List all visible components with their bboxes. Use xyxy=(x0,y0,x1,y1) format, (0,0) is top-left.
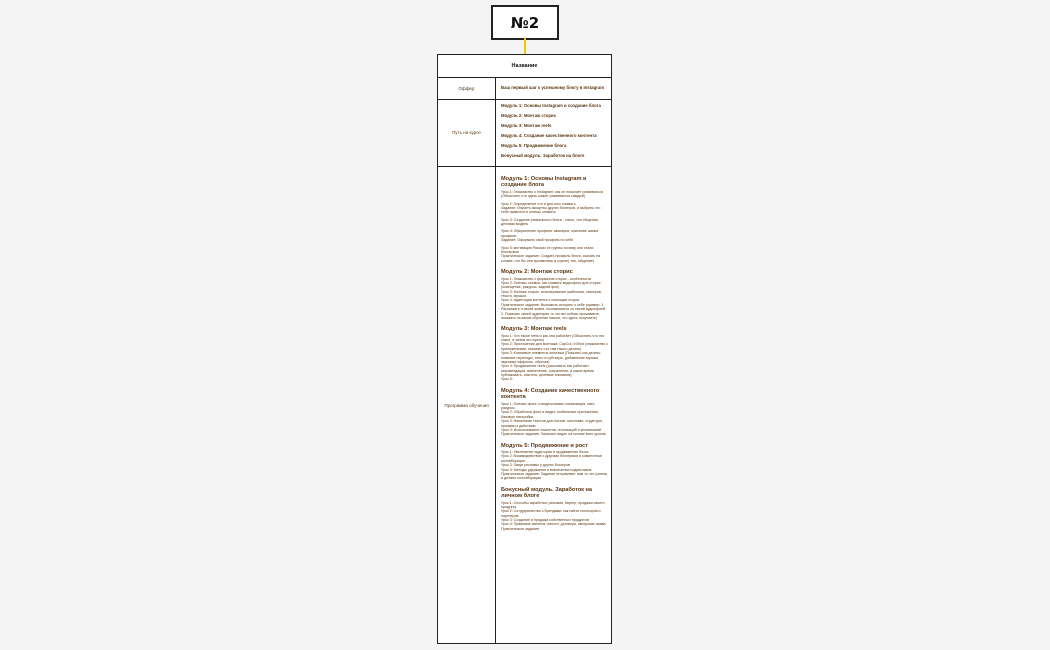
lesson-line: Задание: Оформить свой профиль по себе xyxy=(501,238,574,243)
program-module xyxy=(501,388,608,437)
lesson-line: Урок 3: Написание текстов для постов: заголовки, структура, призывы к действию. xyxy=(501,419,603,428)
course-item: Модуль 4: Создание качественного контента xyxy=(501,133,597,138)
lesson-line: Практическое задание: Выложить историю о себе (пример: 1 Рассказать о своей жизни, познакомится со своей аудиторией. 2. Показать своей аудитории то что вы сейчас проживаете, показать на каком обучении нашли, что здесь получаете) xyxy=(501,302,607,320)
program-module xyxy=(501,443,608,481)
course-item: Модуль 3: Монтаж reels xyxy=(501,123,552,128)
course-item: Модуль 2: Монтаж сторис xyxy=(501,113,557,118)
lesson-line: Урок 3: Монтаж сторис: использование шаблонов, стикеров, текста, музыки. xyxy=(501,289,602,299)
lesson-line: Урок 2: Основы съемки: как снимать видеофото для сторис (освещение, ракурсы, задний фон) xyxy=(501,280,601,290)
lesson-line: Урок 4: Правовые аспекты: налоги, договора, авторские права xyxy=(501,522,606,527)
lesson-line: Практическое задание: xyxy=(501,526,540,531)
row-value-offer: Ваш первый шаг к успешному блогу в Instagram xyxy=(501,85,605,91)
program-content xyxy=(501,176,608,537)
program-module xyxy=(501,176,608,263)
lesson-line: Урок 3: Ключевые элементы монтажа (Показать как делать: плавные переходы, текст и субтитры, добавление музыки, звуковые эффекты, обрезка) xyxy=(501,351,602,364)
lesson-line: Урок 5: xyxy=(501,377,513,382)
lesson-line: Урок 5: мотивация Рассказ от группы почему они стали блогерами xyxy=(501,245,594,254)
lesson-line: Практическое задание: Записать видео на основе всех уроков xyxy=(501,432,606,437)
lesson-line: Практическое задание: Задание отправляют нам то что узнали, и делают коллаборации xyxy=(501,471,608,481)
lesson-line: Урок 3: Создание и продажа собственных продуктов xyxy=(501,518,589,523)
lesson-line: Урок 2: Определение что и для кого снимать xyxy=(501,201,576,206)
lesson-line: Урок 2: Сотрудничество с брендами: как найти спонсоров и партнеров xyxy=(501,509,601,518)
course-item: Модуль 5: Продвижение блога xyxy=(501,143,567,148)
lesson-line: Урок 1: Основы фото- и видеосъемки: композиция, свет, ракурсы. xyxy=(501,401,595,411)
lesson-line: Урок 4: Использование хэштегов, геолокаций и упоминаний. xyxy=(501,427,602,432)
lesson-line: Урок 2: Взаимодействие с другими блогерами и совместные коллаборации xyxy=(501,454,602,463)
course-item: Модуль 1: Основы Instagram и создание блога xyxy=(501,103,601,108)
program-module xyxy=(501,487,608,531)
table-row-offer xyxy=(438,77,611,100)
lesson-line: Урок 1: Увеличение аудитории и продвижение блога xyxy=(501,450,589,455)
course-item: Бонусный модуль: Заработок на блоге xyxy=(501,153,585,158)
program-module xyxy=(501,269,608,320)
lesson-line: Урок 4: Методы удержания и вовлечения подписчиков xyxy=(501,467,592,472)
table-row-program xyxy=(438,166,611,644)
lesson-line: (Объяснить что здесь может развиваться каждый) xyxy=(501,194,586,199)
row-label-program: Программа обучения xyxy=(438,166,496,644)
lesson-line: Урок 2: Обработка фото и видео: мобильные приложения, базовые настройки. xyxy=(501,410,599,419)
module-title: Модуль 2: Монтаж сторис xyxy=(501,269,573,276)
lesson-line: Урок 3: Закуп рекламы у других блогеров xyxy=(501,463,570,468)
lesson-line: Урок 1: Что такое reels и как она работает (Объяснить что это такое, и зачем это нужно) xyxy=(501,333,605,343)
table-header: Название xyxy=(438,55,611,78)
diagram-title-box[interactable] xyxy=(491,5,559,40)
row-label-path: Путь на курсе xyxy=(438,99,496,166)
lesson-line: Урок 3: Создание уникального блога , стиль, тон общения, деловая модель xyxy=(501,217,599,227)
lesson-line: Урок 4: Адаптация контента с помощью сторис xyxy=(501,298,580,303)
connector-line xyxy=(524,38,526,54)
module-title: Модуль 5: Продвижение и рост xyxy=(501,442,589,449)
lesson-line: Урок 1: Знакомство с Instagram: как он помогает развиваться xyxy=(501,189,603,194)
lesson-line: Практическое задание: Создать профиль блога, сказать на словах, что бы они проявились в группе( топ, общение) xyxy=(501,254,601,263)
row-label-offer: Оффер xyxy=(438,77,496,99)
lesson-line: Урок 4: Продвижение reels (рассказать как работают рекомендации, вовлечение, сохранение, в какое время публиковать, хэштеги, целевые описания) xyxy=(501,364,594,378)
module-title: Бонусный модуль. Заработок на личном блоге xyxy=(501,486,593,500)
course-table xyxy=(437,54,612,644)
lesson-line: Урок 1: Знакомство с форматом сторис - особенности xyxy=(501,276,592,281)
diagram-title: №2 xyxy=(510,13,540,32)
module-title: Модуль 1: Основы Instagram и создание блога xyxy=(501,176,587,189)
module-title: Модуль 4: Создание качественного контента xyxy=(501,387,600,401)
lesson-line: Задание: Изучить аккаунты других блогеров, и выбрать что тебе нравится и хочешь снимать xyxy=(501,205,601,215)
lesson-line: Урок 4: Оформление профиля: аватарка, описание шапка профиля xyxy=(501,229,599,238)
lesson-line: Урок 1: Способы заработка: реклама, бартер, продажа своего продукта xyxy=(501,500,605,509)
program-module xyxy=(501,326,608,382)
table-row-path xyxy=(438,99,611,167)
lesson-line: Урок 2: Приложения для монтажа: CapCut, InShot (знакомство с приложениями, показать что там такого делать) xyxy=(501,342,608,351)
module-title: Модуль 3: Монтаж reels xyxy=(501,326,567,333)
